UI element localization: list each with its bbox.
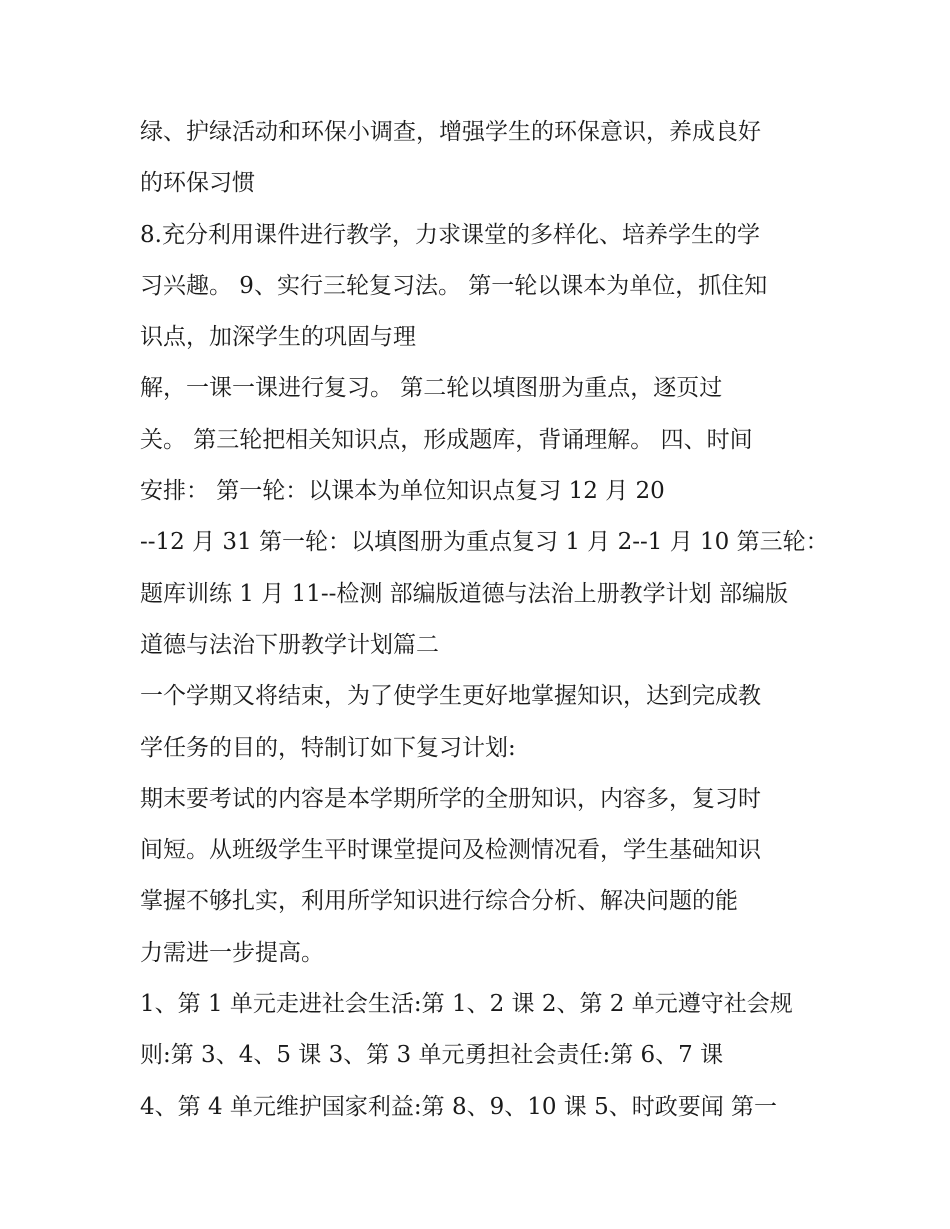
text-line: 1、第 1 单元走进社会生活:第 1、2 课 2、第 2 单元遵守社会规	[140, 991, 793, 1018]
text-line: 识点，加深学生的巩固与理	[140, 324, 416, 351]
text-line: 关。 第三轮把相关知识点，形成题库，背诵理解。 四、时间	[140, 426, 753, 453]
text-line: 解，一课一课进行复习。 第二轮以填图册为重点，逐页过	[140, 375, 723, 402]
text-line: 4、第 4 单元维护国家利益:第 8、9、10 课 5、时政要闻 第一	[140, 1093, 778, 1120]
text-line: 力需进一步提高。	[140, 939, 324, 966]
text-line: 掌握不够扎实，利用所学知识进行综合分析、解决问题的能	[140, 888, 738, 915]
text-line: 绿、护绿活动和环保小调查，增强学生的环保意识，养成良好	[140, 119, 761, 145]
text-line: 习兴趣。 9、实行三轮复习法。 第一轮以课本为单位，抓住知	[140, 272, 768, 299]
text-line: 一个学期又将结束，为了使学生更好地掌握知识，达到完成教	[140, 683, 761, 710]
text-line: 期末要考试的内容是本学期所学的全册知识，内容多，复习时	[140, 785, 761, 812]
text-line: 间短。从班级学生平时课堂提问及检测情况看，学生基础知识	[140, 837, 761, 864]
text-line: 8.充分利用课件进行教学，力求课堂的多样化、培养学生的学	[140, 221, 760, 248]
text-line: 道德与法治下册教学计划篇二	[140, 631, 439, 658]
text-line: 题库训练 1 月 11--检测 部编版道德与法治上册教学计划 部编版	[140, 580, 788, 607]
text-line: 的环保习惯	[140, 170, 255, 197]
text-line: 学任务的目的，特制订如下复习计划:	[140, 734, 516, 761]
text-line: --12 月 31 第一轮：以填图册为重点复习 1 月 2--1 月 10 第三轮：	[140, 529, 829, 556]
text-line: 安排： 第一轮：以课本为单位知识点复习 12 月 20	[140, 478, 665, 505]
body-text	[140, 107, 830, 1133]
text-line: 则:第 3、4、5 课 3、第 3 单元勇担社会责任:第 6、7 课	[140, 1042, 724, 1069]
